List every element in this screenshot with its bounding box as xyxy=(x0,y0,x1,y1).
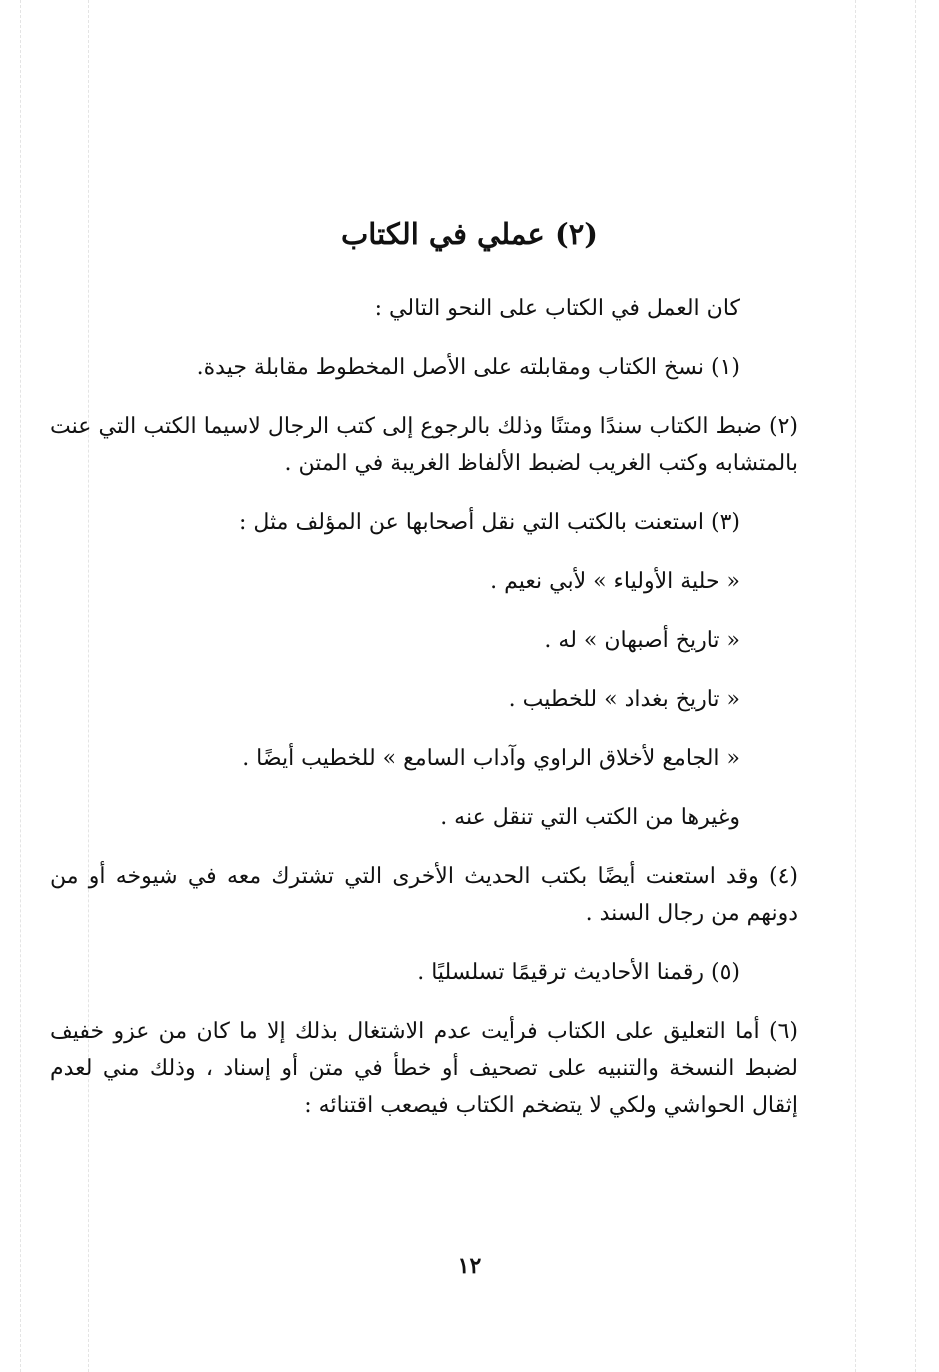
item-2-paragraph: (٢) ضبط الكتاب سندًا ومتنًا وذلك بالرجوع إلى كتب الرجال لاسيما الكتب التي عنت بالمتشابه وكتب الغريب لضبط الألفاظ الغريبة في المتن . xyxy=(50,414,798,476)
body-text xyxy=(50,290,798,1146)
item-5-paragraph: (٥) رقمنا الأحاديث ترقيمًا تسلسليًا . xyxy=(417,960,740,985)
others-paragraph: وغيرها من الكتب التي تنقل عنه . xyxy=(440,805,740,830)
item-4-paragraph: (٤) وقد استعنت أيضًا بكتب الحديث الأخرى التي تشترك معه في شيوخه أو من دونهم من رجال السند . xyxy=(50,864,798,926)
scan-guide-line xyxy=(855,0,856,1372)
cited-book-tarikh-baghdad: « تاريخ بغداد » للخطيب . xyxy=(508,687,740,712)
cited-book-hilyat-al-awliya: « حلية الأولياء » لأبي نعيم . xyxy=(490,569,740,594)
item-6-paragraph: (٦) أما التعليق على الكتاب فرأيت عدم الاشتغال بذلك إلا ما كان من عزو خفيف لضبط النسخة والتنبيه على تصحيف أو خطأ في متن أو إسناد ، وذلك مني لعدم إثقال الحواشي ولكي لا يتضخم الكتاب فيصعب اقتنائه : xyxy=(50,1019,798,1118)
page-number: ١٢ xyxy=(457,1253,482,1279)
item-3-paragraph: (٣) استعنت بالكتب التي نقل أصحابها عن المؤلف مثل : xyxy=(238,510,740,535)
scan-guide-line xyxy=(20,0,21,1372)
cited-book-tarikh-isbahan: « تاريخ أصبهان » له . xyxy=(544,628,740,653)
scan-guide-line xyxy=(915,0,916,1372)
cited-book-al-jami: « الجامع لأخلاق الراوي وآداب السامع » للخطيب أيضًا . xyxy=(242,746,740,771)
intro-paragraph: كان العمل في الكتاب على النحو التالي : xyxy=(374,296,740,321)
section-heading: (٢) عملي في الكتاب xyxy=(341,217,598,252)
item-1-paragraph: (١) نسخ الكتاب ومقابلته على الأصل المخطوط مقابلة جيدة. xyxy=(196,355,740,380)
